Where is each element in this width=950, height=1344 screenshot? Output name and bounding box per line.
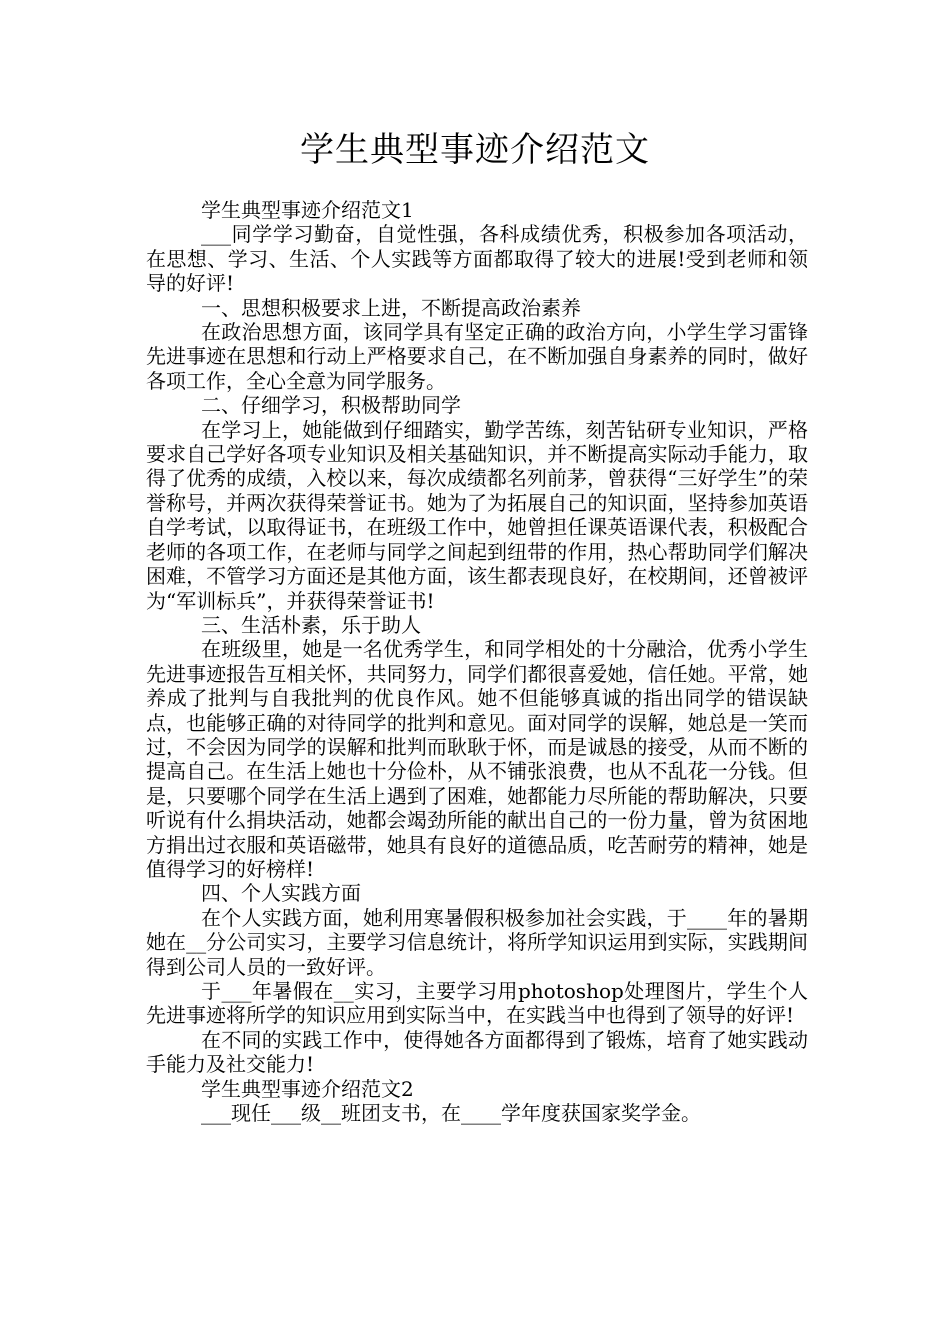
subheading-study: 二、仔细学习，积极帮助同学: [201, 393, 461, 418]
paragraph-political: 在政治思想方面，该同学具有坚定正确的政治方向，小学生学习雷锋先进事迹在思想和行动上严格要求自己，在不断加强自身素养的同时，做好各项工作，全心全意为同学服务。: [146, 320, 808, 393]
subheading-life: 三、生活朴素，乐于助人: [201, 612, 421, 637]
intro-paragraph: ___同学学习勤奋，自觉性强，各科成绩优秀，积极参加各项活动，在思想、学习、生活、个人实践等方面都取得了较大的进展!受到老师和领导的好评!: [146, 222, 808, 296]
paragraph-sample-2-intro: ___现任___级__班团支书，在____学年度获国家奖学金。: [201, 1101, 701, 1126]
section-heading-sample-1: 学生典型事迹介绍范文1: [201, 198, 414, 222]
subheading-political: 一、思想积极要求上进，不断提高政治素养: [201, 295, 581, 320]
paragraph-practice-3: 在不同的实践工作中，使得她各方面都得到了锻炼，培育了她实践动手能力及社交能力!: [146, 1027, 808, 1077]
paragraph-practice-2: 于___年暑假在__实习，主要学习用photoshop处理图片，学生个人先进事迹将所学的知识应用到实际当中，在实践当中也得到了领导的好评!: [146, 979, 808, 1028]
subheading-practice: 四、个人实践方面: [201, 881, 361, 906]
paragraph-practice-1: 在个人实践方面，她利用寒暑假积极参加社会实践，于____年的暑期她在__分公司实习，主要学习信息统计，将所学知识运用到实际，实践期间得到公司人员的一致好评。: [146, 905, 808, 979]
document-body: [146, 198, 808, 1125]
section-heading-sample-2: 学生典型事迹介绍范文2: [201, 1076, 414, 1101]
paragraph-life: 在班级里，她是一名优秀学生，和同学相处的十分融洽，优秀小学生先进事迹报告互相关怀，共同努力，同学们都很喜爱她，信任她。平常，她养成了批判与自我批判的优良作风。她不但能够真诚的指出同学的错误缺点，也能够正确的对待同学的批判和意见。面对同学的误解，她总是一笑而过，不会因为同学的误解和批判而耿耿于怀，而是诚恳的接受，从而不断的提高自己。在生活上她也十分俭朴，从不铺张浪费，也从不乱花一分钱。但是，只要哪个同学在生活上遇到了困难，她都能力尽所能的帮助解决，只要听说有什么捐块活动，她都会竭劲所能的献出自己的一份力量，曾为贫困地方捐出过衣服和英语磁带，她具有良好的道德品质，吃苦耐劳的精神，她是值得学习的好榜样!: [146, 637, 808, 881]
paragraph-study: 在学习上，她能做到仔细踏实，勤学苦练，刻苦钻研专业知识，严格要求自己学好各项专业知识及相关基础知识，并不断提高实际动手能力，取得了优秀的成绩，入校以来，每次成绩都名列前茅，曾获得“三好学生”的荣誉称号，并两次获得荣誉证书。她为了为拓展自己的知识面，坚持参加英语自学考试，以取得证书，在班级工作中，她曾担任课英语课代表，积极配合老师的各项工作，在老师与同学之间起到纽带的作用，热心帮助同学们解决困难，不管学习方面还是其他方面，该生都表现良好，在校期间，还曾被评为“军训标兵”，并获得荣誉证书!: [146, 417, 808, 613]
document-title: 学生典型事迹介绍范文: [300, 130, 650, 170]
